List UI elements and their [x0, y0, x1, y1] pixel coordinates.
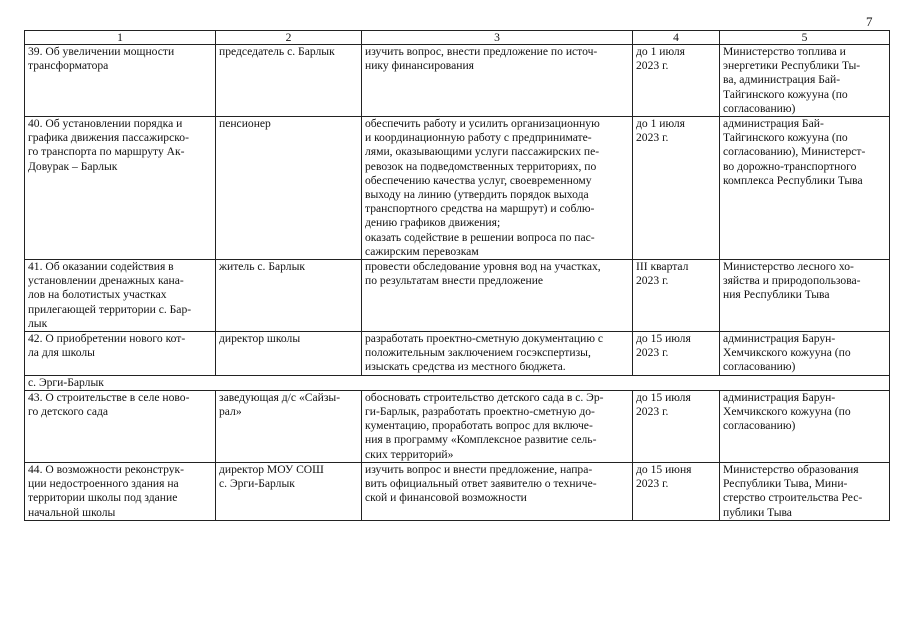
issue-cell: 42. О приобретении нового кот- ла для школы — [25, 332, 216, 376]
action-plan-table — [24, 30, 890, 521]
issue-cell: 43. О строительстве в селе ново- го детского сада — [25, 390, 216, 462]
column-header-1: 1 — [25, 31, 216, 45]
responsible-cell: Министерство топлива и энергетики Республики Ты- ва, администрация Бай- Тайгинского кожууна (по согласованию) — [720, 45, 890, 117]
table-row — [25, 45, 890, 117]
measures-cell: провести обследование уровня вод на участках, по результатам внести предложение — [362, 260, 633, 332]
applicant-cell: директор школы — [216, 332, 362, 376]
applicant-cell: заведующая д/с «Сайзы- рал» — [216, 390, 362, 462]
applicant-cell: пенсионер — [216, 117, 362, 260]
deadline-cell: до 1 июля 2023 г. — [633, 117, 720, 260]
table-header-row — [25, 31, 890, 45]
issue-cell: 39. Об увеличении мощности трансформатора — [25, 45, 216, 117]
measures-cell: изучить вопрос, внести предложение по источ- нику финансирования — [362, 45, 633, 117]
deadline-cell: до 15 июля 2023 г. — [633, 332, 720, 376]
measures-cell: изучить вопрос и внести предложение, напра- вить официальный ответ заявителю о техниче- ской и финансовой возможности — [362, 462, 633, 520]
table-row — [25, 260, 890, 332]
responsible-cell: Министерство образования Республики Тыва, Мини- стерство строительства Рес- публики Тыва — [720, 462, 890, 520]
responsible-cell: администрация Барун- Хемчикского кожууна (по согласованию) — [720, 390, 890, 462]
table-row — [25, 117, 890, 260]
responsible-cell: администрация Барун- Хемчикского кожууна (по согласованию) — [720, 332, 890, 376]
responsible-cell: Министерство лесного хо- зяйства и природопользова- ния Республики Тыва — [720, 260, 890, 332]
deadline-cell: III квартал 2023 г. — [633, 260, 720, 332]
deadline-cell: до 1 июля 2023 г. — [633, 45, 720, 117]
applicant-cell: директор МОУ СОШ с. Эрги-Барлык — [216, 462, 362, 520]
issue-cell: 41. Об оказании содействия в установлении дренажных кана- лов на болотистых участках прилегающей территории с. Бар- лык — [25, 260, 216, 332]
measures-cell: обосновать строительство детского сада в с. Эр- ги-Барлык, разработать проектно-сметную до- кументацию, проработать вопрос для включе- ния в программу «Комплексное развитие сель- ских территорий» — [362, 390, 633, 462]
column-header-4: 4 — [633, 31, 720, 45]
measures-cell: обеспечить работу и усилить организационную и координационную работу с предпринимате- лями, оказывающими услуги пассажирских пе- ревозок на подведомственных территориях, по обеспечению качества услуг, своевременному выходу на линию (утвердить порядок выхода транспортного средства на маршрут) и соблю- дению графиков движения; оказать содействие в решении вопроса по пас- сажирским перевозкам — [362, 117, 633, 260]
deadline-cell: до 15 июня 2023 г. — [633, 462, 720, 520]
section-row — [25, 375, 890, 390]
column-header-3: 3 — [362, 31, 633, 45]
applicant-cell: председатель с. Барлык — [216, 45, 362, 117]
section-title: с. Эрги-Барлык — [25, 375, 890, 390]
responsible-cell: администрация Бай- Тайгинского кожууна (по согласованию), Министерст- во дорожно-транспортного комплекса Республики Тыва — [720, 117, 890, 260]
deadline-cell: до 15 июля 2023 г. — [633, 390, 720, 462]
applicant-cell: житель с. Барлык — [216, 260, 362, 332]
table-row — [25, 332, 890, 376]
issue-cell: 40. Об установлении порядка и графика движения пассажирско- го транспорта по маршруту Ак- Довурак – Барлык — [25, 117, 216, 260]
measures-cell: разработать проектно-сметную документацию с положительным заключением госэкспертизы, изыскать средства из местного бюджета. — [362, 332, 633, 376]
column-header-2: 2 — [216, 31, 362, 45]
column-header-5: 5 — [720, 31, 890, 45]
issue-cell: 44. О возможности реконструк- ции недостроенного здания на территории школы под здание начальной школы — [25, 462, 216, 520]
page-number: 7 — [866, 14, 873, 29]
table-row — [25, 390, 890, 462]
table-row — [25, 462, 890, 520]
